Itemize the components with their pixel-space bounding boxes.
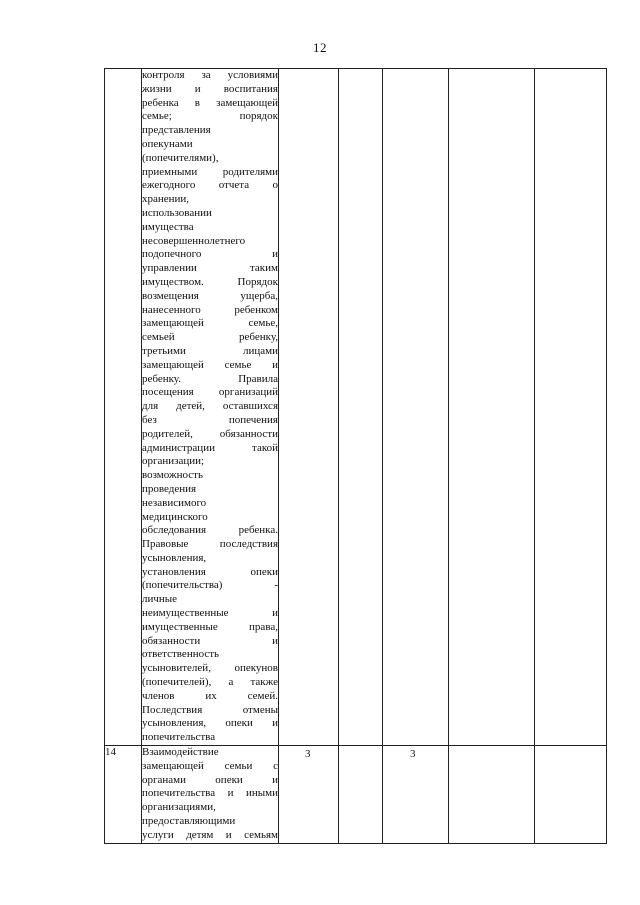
- hours-total-cell: [279, 69, 339, 746]
- topic-line: ребенку. Правила: [142, 372, 278, 385]
- topic-line: опекунами: [142, 137, 193, 150]
- topic-line: Взаимодействие: [142, 746, 219, 759]
- hours-extra-cell: [449, 746, 535, 844]
- topic-line: ежегодного отчета о: [142, 179, 278, 192]
- topic-line: имущественные права,: [142, 620, 278, 633]
- topic-line: личные: [142, 593, 178, 606]
- topic-line: ребенка в замещающей: [142, 96, 278, 109]
- topic-line: возможность: [142, 469, 203, 482]
- topic-line: (попечителей), а также: [142, 676, 278, 689]
- topic-line: без попечения: [142, 413, 278, 426]
- topic-cell: [142, 746, 279, 844]
- curriculum-table: [104, 68, 607, 844]
- topic-line: управлении таким: [142, 262, 278, 275]
- topic-line: использовании: [142, 206, 212, 219]
- topic-line: усыновления, опеки и: [142, 717, 278, 730]
- row-number-cell: 14: [105, 746, 142, 844]
- table-row: [105, 746, 607, 844]
- topic-line: (попечителями),: [142, 151, 219, 164]
- topic-line: Последствия отмены: [142, 703, 278, 716]
- topic-line: контроля за условиями: [142, 69, 278, 81]
- topic-line: замещающей семье и: [142, 358, 278, 371]
- topic-line: администрации такой: [142, 441, 278, 454]
- topic-line: подопечного и: [142, 248, 278, 261]
- topic-line: нанесенного ребенком: [142, 303, 278, 316]
- topic-line: организациями,: [142, 801, 216, 814]
- hours-total-cell: [279, 746, 339, 844]
- topic-line: обязанности и: [142, 634, 278, 647]
- topic-line: несовершеннолетнего: [142, 234, 246, 247]
- topic-cell: [142, 69, 279, 746]
- topic-line: органами опеки и: [142, 773, 278, 786]
- hours-total-cell-value: [279, 69, 338, 71]
- topic-line: членов их семей.: [142, 689, 278, 702]
- hours-practice-cell: [383, 746, 449, 844]
- row-number-cell: [105, 69, 142, 746]
- topic-line: медицинского: [142, 510, 208, 523]
- hours-practice-cell: [383, 69, 449, 746]
- control-form-cell: [535, 746, 607, 844]
- topic-line: попечительства: [142, 731, 216, 744]
- hours-lecture-cell: [339, 746, 383, 844]
- table-row: [105, 69, 607, 746]
- control-form-cell-value: [535, 69, 606, 71]
- control-form-cell-value: [535, 746, 606, 748]
- topic-line: приемными родителями: [142, 165, 278, 178]
- topic-line: хранении,: [142, 193, 190, 206]
- topic-line: посещения организаций: [142, 386, 278, 399]
- hours-practice-cell-value: 3: [410, 748, 416, 761]
- hours-practice-cell-value: [383, 69, 448, 71]
- hours-lecture-cell-value: [339, 69, 382, 71]
- topic-line: третьими лицами: [142, 344, 278, 357]
- topic-line: для детей, оставшихся: [142, 400, 278, 413]
- topic-line: неимущественные и: [142, 607, 278, 620]
- topic-line: семье; порядок: [142, 110, 278, 123]
- topic-line: замещающей семьи с: [142, 759, 278, 772]
- topic-line: попечительства и иными: [142, 787, 278, 800]
- hours-total-cell-value: 3: [305, 748, 311, 761]
- topic-line: услуги детям и семьям: [142, 828, 278, 841]
- hours-lecture-cell: [339, 69, 383, 746]
- control-form-cell: [535, 69, 607, 746]
- hours-extra-cell-value: [449, 746, 534, 748]
- topic-line: замещающей семье,: [142, 317, 278, 330]
- topic-line: предоставляющими: [142, 815, 236, 828]
- topic-line: имущества: [142, 220, 194, 233]
- page-number: 12: [313, 40, 327, 55]
- hours-extra-cell: [449, 69, 535, 746]
- topic-line: родителей, обязанности: [142, 427, 278, 440]
- topic-line: установления опеки: [142, 565, 278, 578]
- topic-line: представления: [142, 124, 211, 137]
- topic-line: возмещения ущерба,: [142, 289, 278, 302]
- topic-line: усыновителей, опекунов: [142, 662, 278, 675]
- topic-line: ответственность: [142, 648, 220, 661]
- topic-line: Правовые последствия: [142, 538, 278, 551]
- hours-extra-cell-value: [449, 69, 534, 71]
- topic-line: независимого: [142, 496, 207, 509]
- topic-line: усыновления,: [142, 551, 207, 564]
- topic-line: проведения: [142, 482, 197, 495]
- topic-line: организации;: [142, 455, 205, 468]
- topic-line: обследования ребенка.: [142, 524, 278, 537]
- topic-line: семьей ребенку,: [142, 331, 278, 344]
- hours-lecture-cell-value: [339, 746, 382, 748]
- topic-line: жизни и воспитания: [142, 82, 278, 95]
- topic-line: (попечительства) -: [142, 579, 278, 592]
- topic-line: имуществом. Порядок: [142, 275, 278, 288]
